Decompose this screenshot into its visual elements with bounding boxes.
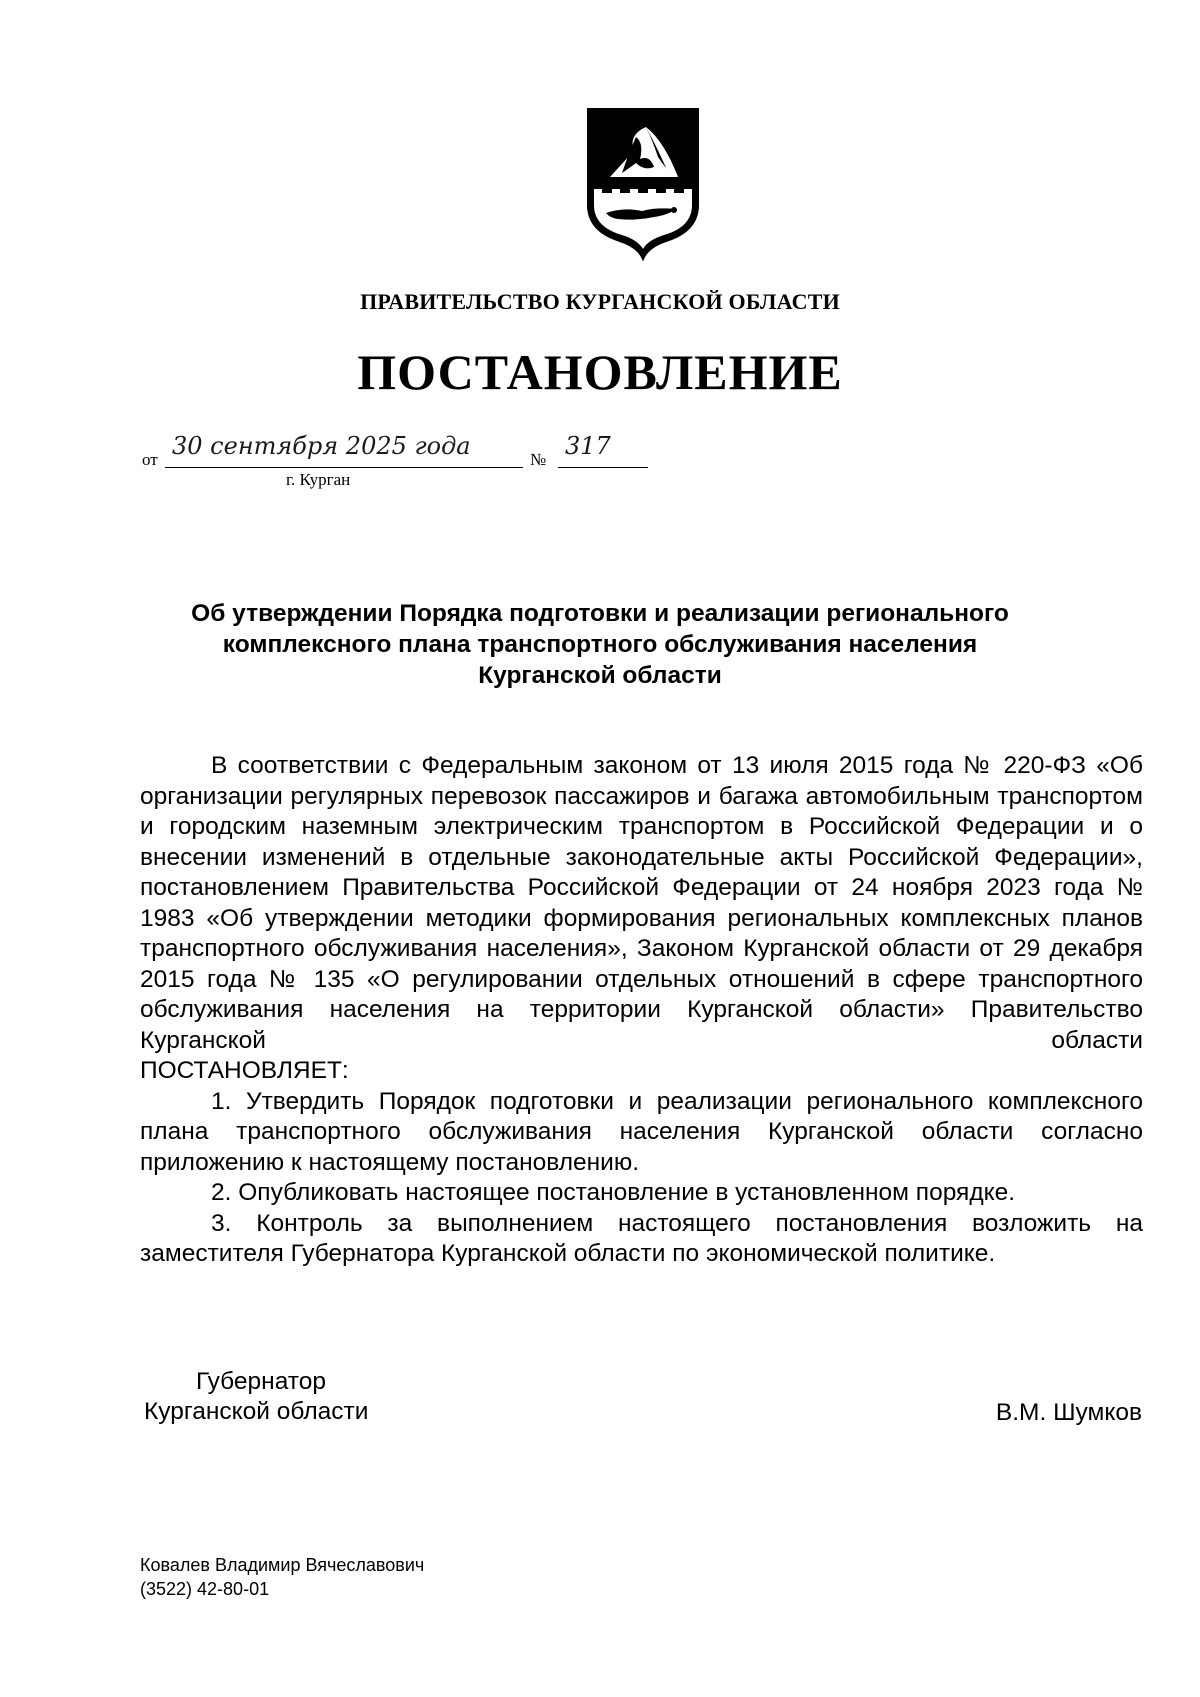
subject-line: Об утверждении Порядка подготовки и реализации регионального [191,600,1009,627]
city: г. Курган [286,470,351,489]
kurgan-oblast-coat-of-arms-icon [584,107,702,261]
signatory-region: Курганской области [144,1398,369,1425]
document-type: ПОСТАНОВЛЕНИЕ [357,344,843,400]
number-prefix: № [530,450,547,469]
signatory-name: В.М. Шумков [995,1399,1142,1426]
executor-phone: (3522) 42-80-01 [140,1579,270,1599]
preamble-paragraph: В соответствии с Федеральным законом от 13 июля 2015 года № 220-ФЗ «Об организации регулярных перевозок пассажиров и багажа автомобильным транспортом и городским наземным электрическим транспортом в Российской Федерации и о внесении изменений в отдельные законодательные акты Российской Федерации», постановлением Правительства Российской Федерации от 24 ноября 2023 года № 1983 «Об утверждении методики формирования региональных комплексных планов транспортного обслуживания населения», Законом Курганской области от 29 декабря 2015 года № 135 «О регулировании отдельных отношений в сфере транспортного обслуживания населения на территории Курганской области» Правительство Курганской области [140,752,1143,1054]
authority-name: ПРАВИТЕЛЬСТВО КУРГАНСКОЙ ОБЛАСТИ [360,289,840,314]
item-paragraph: 3. Контроль за выполнением настоящего постановления возложить на заместителя Губернатора Курганской области по экономической политике. [140,1209,1143,1267]
date-underline [165,467,523,468]
resolves-paragraph: ПОСТАНОВЛЯЕТ: [140,1057,349,1084]
number-underline [558,467,648,468]
subject-line: Курганской области [478,662,722,689]
number-handwritten: 317 [565,432,611,460]
date-prefix: от [142,450,158,469]
executor-name: Ковалев Владимир Вячеславович [140,1555,425,1575]
item-paragraph: 1. Утвердить Порядок подготовки и реализации регионального комплексного плана транспортного обслуживания населения Курганской области согласно приложению к настоящему постановлению. [140,1087,1143,1176]
subject-line: комплексного плана транспортного обслуживания населения [222,631,978,658]
document-subject [150,598,1050,691]
item-paragraph: 2. Опубликовать настоящее постановление в установленном порядке. [211,1179,1016,1206]
signatory-position: Губернатор [196,1368,326,1395]
document-body [140,751,1143,1270]
date-handwritten: 30 сентября 2025 года [172,432,471,460]
